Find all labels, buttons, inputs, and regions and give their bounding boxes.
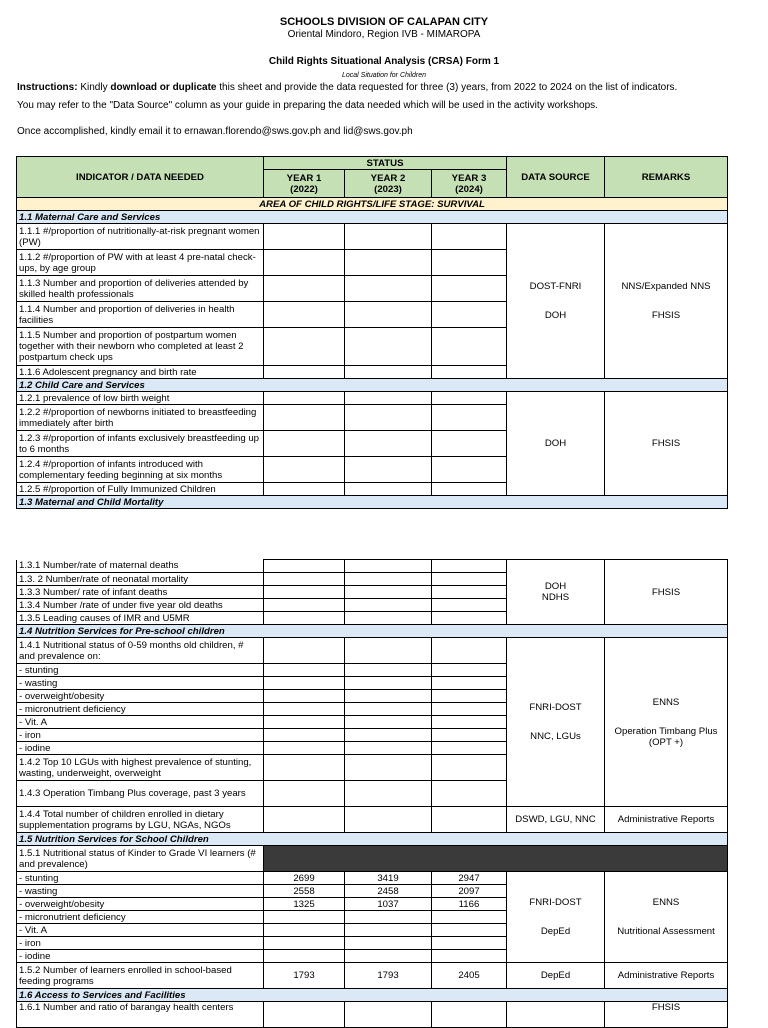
- instructions-line-3: Once accomplished, kindly email it to ernawan.florendo@sws.gov.ph and lid@sws.gov.ph: [17, 126, 413, 137]
- year-2-cell[interactable]: [345, 224, 432, 250]
- year-2-cell[interactable]: 1793: [345, 963, 432, 989]
- year-3-cell[interactable]: [432, 224, 507, 250]
- year-3-cell[interactable]: [432, 677, 507, 690]
- year-3-cell[interactable]: [432, 924, 507, 937]
- year-3-cell[interactable]: [432, 716, 507, 729]
- data-source-text: NDHS: [541, 592, 570, 603]
- remarks-text: NNS/Expanded NNS: [621, 281, 711, 292]
- header-year-1: [264, 170, 345, 198]
- year-1-cell[interactable]: [264, 950, 345, 963]
- year-2-cell[interactable]: 2458: [345, 885, 432, 898]
- year-1-cell[interactable]: [264, 560, 345, 573]
- year-3-cell[interactable]: [432, 690, 507, 703]
- year-1-cell[interactable]: [264, 276, 345, 302]
- year-3-cell[interactable]: 2947: [432, 872, 507, 885]
- year-3-cell[interactable]: [432, 250, 507, 276]
- year-3-cell[interactable]: [432, 573, 507, 586]
- year-1-cell[interactable]: [264, 729, 345, 742]
- data-source-text: DepEd: [540, 926, 571, 937]
- year-1-cell[interactable]: [264, 250, 345, 276]
- division-title: SCHOOLS DIVISION OF CALAPAN CITY: [279, 16, 489, 28]
- data-source-cell: [507, 560, 605, 625]
- year-3-cell[interactable]: [432, 431, 507, 457]
- year-2-cell[interactable]: [345, 638, 432, 664]
- indicator-cell: 1.5.2 Number of learners enrolled in school-based feeding programs: [17, 963, 264, 989]
- year-2-cell[interactable]: [345, 664, 432, 677]
- indicator-cell: - Vit. A: [17, 716, 264, 729]
- header-status: STATUS: [264, 157, 507, 170]
- year-3-cell[interactable]: [432, 599, 507, 612]
- year-3-cell[interactable]: [432, 781, 507, 807]
- indicator-cell: - overweight/obesity: [17, 898, 264, 911]
- data-source-text: FNRI-DOST: [529, 897, 582, 908]
- indicator-cell: 1.2.5 #/proportion of Fully Immunized Children: [17, 483, 264, 496]
- year-1-cell[interactable]: [264, 781, 345, 807]
- form-subtitle: Local Situation for Children: [341, 72, 427, 79]
- remarks-cell: FHSIS: [605, 1002, 728, 1028]
- year-2-cell[interactable]: [345, 781, 432, 807]
- year-1-cell[interactable]: [264, 677, 345, 690]
- instructions-line-2: You may refer to the "Data Source" column as your guide in preparing the data needed which will be used in the activity workshops.: [17, 100, 598, 111]
- year-3-cell[interactable]: [432, 729, 507, 742]
- year-3-cell[interactable]: 2097: [432, 885, 507, 898]
- year-1-cell[interactable]: [264, 405, 345, 431]
- year-2-cell[interactable]: [345, 431, 432, 457]
- year-1-cell[interactable]: [264, 586, 345, 599]
- indicator-cell: - stunting: [17, 664, 264, 677]
- year-1-cell[interactable]: [264, 703, 345, 716]
- year-2-cell[interactable]: [345, 950, 432, 963]
- year-2-cell[interactable]: [345, 276, 432, 302]
- year-2-cell[interactable]: [345, 392, 432, 405]
- year-1-cell[interactable]: [264, 924, 345, 937]
- indicator-cell: 1.1.3 Number and proportion of deliveries attended by skilled health professionals: [17, 276, 264, 302]
- year-3-cell[interactable]: [432, 1002, 507, 1028]
- indicator-cell: 1.2.2 #/proportion of newborns initiated to breastfeeding immediately after birth: [17, 405, 264, 431]
- year-3-cell[interactable]: [432, 612, 507, 625]
- year-2-cell[interactable]: [345, 612, 432, 625]
- year-2-cell[interactable]: [345, 250, 432, 276]
- year-3-cell[interactable]: [432, 703, 507, 716]
- remarks-cell: [605, 872, 728, 963]
- year-2-cell[interactable]: [345, 328, 432, 366]
- data-source-text: DOH: [544, 581, 567, 592]
- data-source-text: NNC, LGUs: [530, 731, 581, 742]
- year-3-cell[interactable]: [432, 483, 507, 496]
- data-source-cell: [507, 872, 605, 963]
- section-1-2: 1.2 Child Care and Services: [17, 379, 728, 392]
- data-source-cell: DSWD, LGU, NNC: [507, 807, 605, 833]
- year-2-cell[interactable]: 3419: [345, 872, 432, 885]
- indicator-cell: - iron: [17, 937, 264, 950]
- region-subtitle: Oriental Mindoro, Region IVB - MIMAROPA: [287, 29, 481, 40]
- year-3-cell[interactable]: [432, 328, 507, 366]
- year-3-cell[interactable]: 1166: [432, 898, 507, 911]
- indicator-cell: 1.3.5 Leading causes of IMR and U5MR: [17, 612, 264, 625]
- year-3-cell[interactable]: [432, 807, 507, 833]
- remarks-text: ENNS: [652, 696, 680, 708]
- year-1-cell[interactable]: [264, 755, 345, 781]
- year-1-cell[interactable]: [264, 366, 345, 379]
- year-2-cell[interactable]: [345, 405, 432, 431]
- indicator-table-part-2: [16, 559, 728, 1028]
- remarks-cell: [605, 638, 728, 807]
- year-1-cell[interactable]: [264, 664, 345, 677]
- remarks-cell: FHSIS: [605, 560, 728, 625]
- year-1-cell[interactable]: [264, 1002, 345, 1028]
- year-2-cell[interactable]: [345, 690, 432, 703]
- data-source-cell: [507, 224, 605, 379]
- data-source-cell: [507, 638, 605, 807]
- year-1-cell[interactable]: [264, 807, 345, 833]
- year-1-label: YEAR 1: [286, 172, 322, 184]
- shaded-cell: [264, 846, 728, 872]
- year-3-cell[interactable]: [432, 937, 507, 950]
- indicator-cell: - wasting: [17, 885, 264, 898]
- indicator-cell: 1.1.1 #/proportion of nutritionally-at-risk pregnant women (PW): [17, 224, 264, 250]
- form-title: Child Rights Situational Analysis (CRSA) Form 1: [268, 56, 500, 67]
- data-source-text: FNRI-DOST: [529, 702, 582, 713]
- instructions-text-b: this sheet and provide the data requested for three (3) years, from 2022 to 2024 on the list of indicators.: [216, 82, 678, 93]
- year-3-cell[interactable]: [432, 638, 507, 664]
- year-2-cell[interactable]: [345, 716, 432, 729]
- indicator-cell: 1.1.5 Number and proportion of postpartum women together with their newborn who completed at least 2 postpartum check ups: [17, 328, 264, 366]
- year-2-cell[interactable]: [345, 742, 432, 755]
- year-2-cell[interactable]: [345, 807, 432, 833]
- data-source-text: DOST-FNRI: [529, 281, 582, 292]
- indicator-cell: 1.4.2 Top 10 LGUs with highest prevalence of stunting, wasting, underweight, overweight: [17, 755, 264, 781]
- indicator-cell: 1.4.4 Total number of children enrolled in dietary supplementation programs by LGU, NGAs, NGOs: [17, 807, 264, 833]
- header-remarks: REMARKS: [605, 157, 728, 198]
- section-1-3: 1.3 Maternal and Child Mortality: [17, 496, 728, 509]
- year-3-cell[interactable]: [432, 755, 507, 781]
- instructions-label: Instructions:: [17, 82, 78, 93]
- indicator-cell: - Vit. A: [17, 924, 264, 937]
- year-2-cell[interactable]: [345, 729, 432, 742]
- year-1-cell[interactable]: [264, 716, 345, 729]
- year-3-cell[interactable]: [432, 560, 507, 573]
- year-2-cell[interactable]: [345, 755, 432, 781]
- remarks-text: ENNS: [652, 897, 680, 908]
- year-1-sub: (2022): [290, 183, 318, 195]
- year-2-cell[interactable]: [345, 911, 432, 924]
- indicator-cell: - iodine: [17, 742, 264, 755]
- remarks-text: FHSIS: [651, 310, 681, 321]
- year-3-cell[interactable]: [432, 911, 507, 924]
- data-source-text: DOH: [544, 310, 567, 321]
- year-1-cell[interactable]: [264, 573, 345, 586]
- section-1-1: 1.1 Maternal Care and Services: [17, 211, 728, 224]
- year-3-cell[interactable]: [432, 276, 507, 302]
- indicator-cell: - iodine: [17, 950, 264, 963]
- year-3-cell[interactable]: 2405: [432, 963, 507, 989]
- year-1-cell[interactable]: [264, 431, 345, 457]
- header-data-source: DATA SOURCE: [507, 157, 605, 198]
- data-source-cell: DOH: [507, 392, 605, 496]
- indicator-table-part-1: [16, 156, 728, 509]
- indicator-cell: 1.4.3 Operation Timbang Plus coverage, past 3 years: [17, 781, 264, 807]
- year-1-cell[interactable]: [264, 690, 345, 703]
- year-3-cell[interactable]: [432, 392, 507, 405]
- year-1-cell[interactable]: [264, 328, 345, 366]
- remarks-text: Nutritional Assessment: [617, 926, 715, 937]
- year-1-cell[interactable]: [264, 224, 345, 250]
- header-indicator: INDICATOR / DATA NEEDED: [17, 157, 264, 198]
- year-3-cell[interactable]: [432, 366, 507, 379]
- year-2-label: YEAR 2: [370, 172, 406, 184]
- indicator-cell: - overweight/obesity: [17, 690, 264, 703]
- year-3-cell[interactable]: [432, 302, 507, 328]
- indicator-cell: 1.3. 2 Number/rate of neonatal mortality: [17, 573, 264, 586]
- year-2-cell[interactable]: [345, 302, 432, 328]
- year-2-cell[interactable]: [345, 1002, 432, 1028]
- indicator-cell: - micronutrient deficiency: [17, 911, 264, 924]
- indicator-cell: 1.3.4 Number /rate of under five year old deaths: [17, 599, 264, 612]
- indicator-cell: - wasting: [17, 677, 264, 690]
- remarks-cell: [605, 224, 728, 379]
- header-year-2: [345, 170, 432, 198]
- indicator-cell: 1.2.1 prevalence of low birth weight: [17, 392, 264, 405]
- year-3-cell[interactable]: [432, 742, 507, 755]
- year-1-cell[interactable]: 1325: [264, 898, 345, 911]
- instructions-line-1: [17, 82, 757, 97]
- year-2-cell[interactable]: [345, 573, 432, 586]
- year-3-cell[interactable]: [432, 457, 507, 483]
- remarks-cell: Administrative Reports: [605, 963, 728, 989]
- remarks-text: Operation Timbang Plus (OPT +): [614, 725, 718, 748]
- year-3-cell[interactable]: [432, 950, 507, 963]
- year-1-cell[interactable]: [264, 483, 345, 496]
- indicator-cell: - micronutrient deficiency: [17, 703, 264, 716]
- year-3-cell[interactable]: [432, 664, 507, 677]
- indicator-cell: 1.6.1 Number and ratio of barangay health centers: [17, 1002, 264, 1028]
- section-1-4: 1.4 Nutrition Services for Pre-school children: [17, 625, 728, 638]
- header-year-3: [432, 170, 507, 198]
- remarks-cell: FHSIS: [605, 392, 728, 496]
- indicator-cell: 1.1.4 Number and proportion of deliveries in health facilities: [17, 302, 264, 328]
- indicator-cell: - stunting: [17, 872, 264, 885]
- year-2-cell[interactable]: [345, 366, 432, 379]
- remarks-cell: Administrative Reports: [605, 807, 728, 833]
- indicator-cell: 1.2.3 #/proportion of infants exclusively breastfeeding up to 6 months: [17, 431, 264, 457]
- instructions-bold-text: download or duplicate: [110, 82, 217, 93]
- instructions-text-a: Kindly: [77, 82, 111, 93]
- indicator-cell: 1.3.3 Number/ rate of infant deaths: [17, 586, 264, 599]
- indicator-cell: 1.1.2 #/proportion of PW with at least 4 pre-natal check-ups, by age group: [17, 250, 264, 276]
- year-2-cell[interactable]: [345, 703, 432, 716]
- data-source-cell: [507, 1002, 605, 1028]
- year-1-cell[interactable]: [264, 599, 345, 612]
- year-1-cell[interactable]: [264, 911, 345, 924]
- year-1-cell[interactable]: [264, 457, 345, 483]
- year-3-label: YEAR 3: [451, 172, 487, 184]
- year-2-cell[interactable]: [345, 599, 432, 612]
- indicator-cell: 1.1.6 Adolescent pregnancy and birth rate: [17, 366, 264, 379]
- year-2-cell[interactable]: [345, 457, 432, 483]
- year-2-cell[interactable]: [345, 586, 432, 599]
- section-1-5: 1.5 Nutrition Services for School Children: [17, 833, 728, 846]
- indicator-cell: 1.5.1 Nutritional status of Kinder to Grade VI learners (# and prevalence): [17, 846, 264, 872]
- year-2-cell[interactable]: 1037: [345, 898, 432, 911]
- area-survival-row: AREA OF CHILD RIGHTS/LIFE STAGE: SURVIVAL: [17, 198, 728, 211]
- data-source-cell: DepEd: [507, 963, 605, 989]
- year-1-cell[interactable]: [264, 392, 345, 405]
- indicator-cell: 1.4.1 Nutritional status of 0-59 months old children, # and prevalence on:: [17, 638, 264, 664]
- year-2-cell[interactable]: [345, 560, 432, 573]
- indicator-cell: 1.3.1 Number/rate of maternal deaths: [17, 560, 264, 573]
- year-1-cell[interactable]: [264, 612, 345, 625]
- year-1-cell[interactable]: [264, 302, 345, 328]
- year-3-cell[interactable]: [432, 586, 507, 599]
- year-2-cell[interactable]: [345, 937, 432, 950]
- year-2-sub: (2023): [374, 183, 402, 195]
- year-3-sub: (2024): [455, 183, 483, 195]
- year-1-cell[interactable]: 2558: [264, 885, 345, 898]
- year-1-cell[interactable]: [264, 937, 345, 950]
- year-2-cell[interactable]: [345, 924, 432, 937]
- indicator-cell: - iron: [17, 729, 264, 742]
- year-1-cell[interactable]: 1793: [264, 963, 345, 989]
- year-1-cell[interactable]: [264, 638, 345, 664]
- year-2-cell[interactable]: [345, 677, 432, 690]
- section-1-6: 1.6 Access to Services and Facilities: [17, 989, 728, 1002]
- year-1-cell[interactable]: 2699: [264, 872, 345, 885]
- year-3-cell[interactable]: [432, 405, 507, 431]
- year-2-cell[interactable]: [345, 483, 432, 496]
- indicator-cell: 1.2.4 #/proportion of infants introduced with complementary feeding beginning at six months: [17, 457, 264, 483]
- year-1-cell[interactable]: [264, 742, 345, 755]
